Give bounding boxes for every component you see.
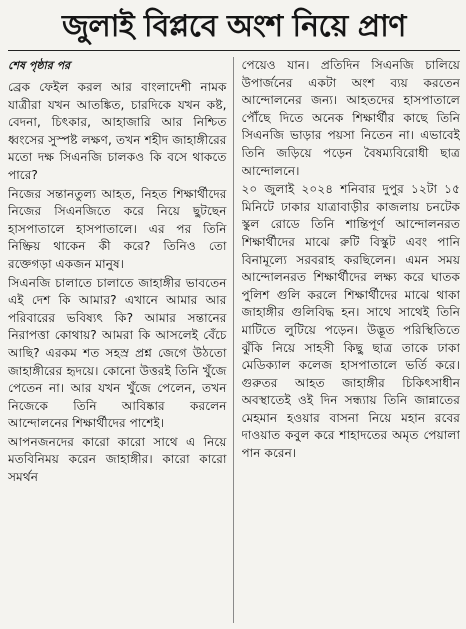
paragraph: ২০ জুলাই ২০২৪ শনিবার দুপুর ১২টা ১৫ মিনিটে ঢাকার যাত্রাবাড়ীর কাজলায় চনটেক স্কুল রোডে তিনি শান্তিপূর্ণ আন্দোলনরত শিক্ষার্থীদের মাঝে রুটি বিস্কুট এবং পানি বিনামূল্যে সরবরাহ করছিলেন। এমন সময় আন্দোলনরত শিক্ষার্থীদের লক্ষ্য করে ঘাতক পুলিশ গুলি করলে শিক্ষার্থীদের মাঝে থাকা জাহাঙ্গীর গুলিবিদ্ধ হন। সাথে সাথেই তিনি মাটিতে লুটিয়ে পড়েন। উদ্ভূত পরিস্থিতিতে ঝুঁকি নিয়ে সাহসী কিছু ছাত্র তাকে ঢাকা মেডিক্যাল কলেজ হাসপাতালে ভর্তি করে। গুরুতর আহত জাহাঙ্গীর চিকিৎসাধীন অবস্থাতেই ওই দিন সন্ধ্যায় তিনি জান্নাতের মেহমান হওয়ার বাসনা নিয়ে মহান রবের দাওয়াত কবুল করে শাহাদতের অমৃত পেয়ালা পান করেন। bbox=[241, 182, 460, 461]
paragraph: ব্রেক ফেইল করল আর বাংলাদেশী নামক যাত্রীরা যখন আতঙ্কিত, চারদিকে যখন কষ্ট, বেদনা, চিৎকার, আহাজারি আর নিশ্চিত ধ্বংসের সুস্পষ্ট লক্ষণ, তখন শহীদ জাহাঙ্গীরের মতো দক্ষ সিএনজি চালকও কি বসে থাকতে পারে? bbox=[8, 80, 227, 182]
continued-from-label: শেষ পৃষ্ঠার পর bbox=[8, 59, 71, 72]
article-columns bbox=[8, 57, 460, 623]
right-column bbox=[242, 57, 461, 623]
paragraph: পেয়েও যান। প্রতিদিন সিএনজি চালিয়ে উপার্জনের একটা অংশ ব্যয় করতেন আন্দোলনের জন্য। আহতদের হাসপাতালে পৌঁছে দিতে অনেক শিক্ষার্থীর কাছে তিনি সিএনজি ভাড়ার পয়সা নিতেন না। এভাবেই তিনি জড়িয়ে পড়েন বৈষম্যবিরোধী ছাত্র আন্দোলনে। bbox=[241, 58, 460, 178]
paragraph: আপনজনদের কারো কারো সাথে এ নিয়ে মতবিনিময় করেন জাহাঙ্গীর। কারো কারো সমর্থন bbox=[8, 434, 227, 485]
paragraph: সিএনজি চালাতে চালাতে জাহাঙ্গীর ভাবতেন এই দেশ কি আমার? এখানে আমার আর পরিবারের ভবিষ্যৎ কি? আমার সন্তানের নিরাপত্তা কোথায়? আমরা কি আসলেই বেঁচে আছি? এরকম শত সহস্র প্রশ্ন জেগে উঠতো জাহাঙ্গীরের হৃদয়ে। কোনো উত্তরই তিনি খুঁজে পেতেন না। আর যখন খুঁজে পেলেন, তখন নিজেকে তিনি আবিষ্কার করলেন আন্দোলনের শিক্ষার্থীদের পাশেই। bbox=[8, 275, 227, 431]
left-column bbox=[8, 57, 234, 623]
paragraph: নিজের সন্তানতুল্য আহত, নিহত শিক্ষার্থীদের নিজের সিএনজিতে করে নিয়ে ছুটছেন হাসপাতালে হাসপাতালে। এর পর তিনি নিষ্ক্রিয় থাকেন কী করে? তিনিও তো রক্তেগড়া একজন মানুষ। bbox=[8, 186, 227, 271]
headline: জুলাই বিপ্লবে অংশ নিয়ে প্রাণ bbox=[8, 4, 460, 51]
